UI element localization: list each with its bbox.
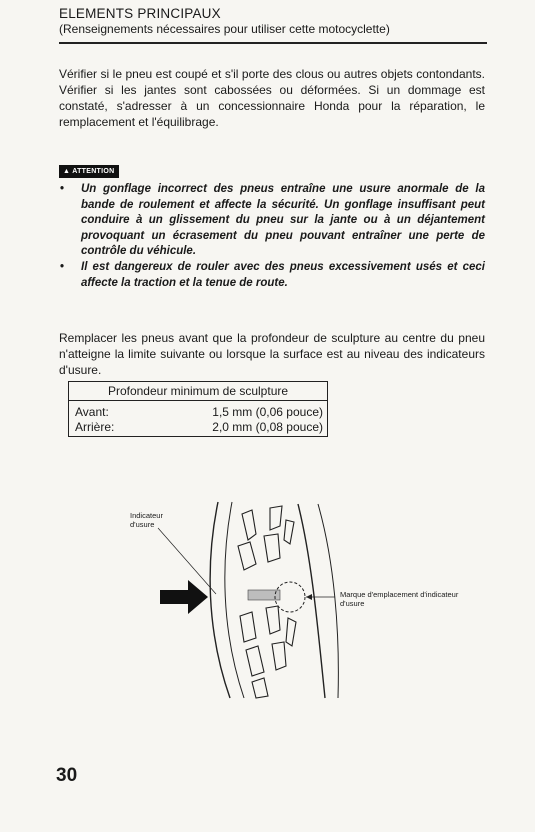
indicator-label: Indicateur d'usure: [130, 511, 163, 529]
small-arrow-icon: [306, 594, 312, 600]
tire-outline-inner: [225, 502, 244, 698]
row-value: 1,5 mm (0,06 pouce): [212, 405, 323, 419]
attention-item-text: Un gonflage incorrect des pneus entraîne une usure anormale de la bande de roulement et affecte la sécurité. Un gonflage insuffisant peut conduire à un glissement du pneu sur la jante ou à un déjantement provoquant un écrasement du pneu pouvant entraîner une perte de contrôle du véhicule.: [81, 183, 485, 258]
page-header: [59, 6, 487, 37]
page-number: 30: [56, 765, 78, 786]
intro-paragraph: Vérifier si le pneu est coupé et s'il porte des clous ou autres objets contondants. Vérifier si les jantes sont cabossées ou déformées. Si un dommage est constaté, s'adresser à un concessionnaire Honda pour la réparation, le remplacement et l'équilibrage.: [59, 67, 485, 129]
attention-item: [59, 182, 485, 260]
rim-outline: [318, 504, 338, 698]
tread-depth-table: [68, 381, 328, 437]
warning-triangle-icon: ▲: [63, 168, 71, 175]
section-subtitle: (Renseignements nécessaires pour utiliser cette motocyclette): [59, 22, 390, 36]
attention-list: [59, 182, 485, 291]
row-value: 2,0 mm (0,08 pouce): [212, 420, 323, 434]
tire-outline-right: [298, 504, 325, 698]
attention-item-text: Il est dangereux de rouler avec des pneus excessivement usés et ceci affecte la traction et la tenue de route.: [81, 260, 485, 289]
row-label: Avant:: [75, 405, 109, 419]
leader-line-left: [158, 528, 216, 594]
bullet-icon: •: [60, 183, 65, 195]
attention-badge: [59, 165, 119, 178]
tread-pattern: [238, 506, 296, 698]
header-divider: [59, 42, 487, 44]
table-row: [69, 403, 327, 420]
row-label: Arrière:: [75, 420, 115, 434]
replace-paragraph: Remplacer les pneus avant que la profondeur de sculpture au centre du pneu n'atteigne la limite suivante ou lorsque la surface est au niveau des indicateurs d'usure.: [59, 331, 485, 377]
big-arrow-icon: [160, 580, 208, 614]
table-row: [69, 420, 327, 435]
attention-label: ATTENTION: [72, 168, 115, 175]
attention-item: [59, 260, 485, 291]
table-header: Profondeur minimum de sculpture: [69, 382, 327, 401]
indicator-location-label: Marque d'emplacement d'indicateur d'usure: [340, 590, 459, 608]
bullet-icon: •: [60, 260, 65, 273]
section-title: ELEMENTS PRINCIPAUX: [59, 6, 221, 21]
